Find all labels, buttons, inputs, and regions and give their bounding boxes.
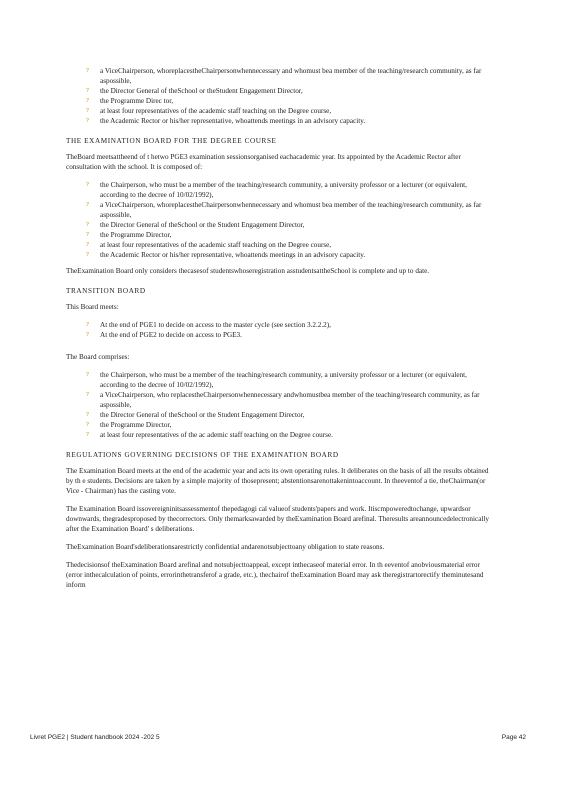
paragraph: TheBoard meetsattheend of t hetwo PGE3 examination sessionsorganised eachacademic year. Its appointed by the Academic Rector after consultation with the school. It is composed of: bbox=[66, 153, 461, 171]
list-item: ? the Academic Rector or his/her representative, whoattends meetings in an advisory capacity. bbox=[86, 117, 366, 125]
page-number: Page 42 bbox=[501, 734, 526, 741]
list-item: ? the Chairperson, who must be a member of the teaching/research community, a university professor or a lecturer (or equivalent, according to the decree of 10/02/1992), bbox=[86, 371, 467, 389]
bullet-icon: ? bbox=[86, 321, 89, 328]
bullet-icon: ? bbox=[86, 431, 89, 438]
list-item: ? At the end of PGE2 to decide on access to PGE3. bbox=[86, 331, 242, 339]
bullet-list bbox=[66, 66, 496, 126]
paragraph: TheExamination Board only considers thecasesof studentswhoseregistration asstudentsattheSchool is complete and up to date. bbox=[66, 267, 430, 275]
bullet-icon: ? bbox=[86, 201, 89, 208]
section-heading: TRANSITION BOARD bbox=[66, 287, 146, 295]
bullet-icon: ? bbox=[86, 371, 89, 378]
page-footer bbox=[30, 734, 526, 741]
bullet-list bbox=[66, 320, 496, 340]
list-item: ? At the end of PGE1 to decide on access to the master cycle (see section 3.2.2.2), bbox=[86, 321, 331, 329]
bullet-icon: ? bbox=[86, 391, 89, 398]
bullet-icon: ? bbox=[86, 107, 89, 114]
bullet-list bbox=[66, 180, 496, 260]
bullet-icon: ? bbox=[86, 241, 89, 248]
paragraph: TheExamination Board'sdeliberationsarestrictly confidential andarenotsubjecttoany obligation to state reasons. bbox=[66, 543, 385, 551]
paragraph: The Board comprises: bbox=[66, 353, 130, 361]
list-item: ? a ViceChairperson, whoreplacestheChairpersonwhennecessary and whomust bea member of the teaching/research community, as far aspossible, bbox=[86, 201, 482, 219]
section-heading: THE EXAMINATION BOARD FOR THE DEGREE COURSE bbox=[66, 137, 277, 145]
list-item: ? the Programme Direc tor, bbox=[86, 97, 174, 105]
bullet-icon: ? bbox=[86, 331, 89, 338]
bullet-icon: ? bbox=[86, 421, 89, 428]
list-item: ? the Academic Rector or his/her representative, whoattends meetings in an advisory capacity. bbox=[86, 251, 366, 259]
list-item: ? the Chairperson, who must be a member of the teaching/research community, a university professor or a lecturer (or equivalent, according to the decree of 10/02/1992), bbox=[86, 181, 467, 199]
bullet-icon: ? bbox=[86, 117, 89, 124]
list-item: ? the Director General of theSchool or theStudent Engagement Director, bbox=[86, 87, 303, 95]
section-heading: REGULATIONS GOVERNING DECISIONS OF THE EXAMINATION BOARD bbox=[66, 451, 339, 459]
list-item: ? at least four representatives of the ac ademic staff teaching on the Degree course. bbox=[86, 431, 333, 439]
list-item: ? the Director General of theSchool or the Student Engagement Director, bbox=[86, 411, 305, 419]
bullet-icon: ? bbox=[86, 181, 89, 188]
bullet-icon: ? bbox=[86, 231, 89, 238]
bullet-icon: ? bbox=[86, 411, 89, 418]
paragraph: The Examination Board issovereigninitsassessmentof thepedagogi cal valueof students'papers and work. Itiscmpoweredtochange, upwardsor downwards, thegradesproposed by thecorrectors. Only themarksawarded by theExamination Board arefinal. Theresults areannouncedelectronically after the Examination Board' s deliberations. bbox=[66, 505, 489, 533]
list-item: ? the Programme Director, bbox=[86, 421, 172, 429]
list-item: ? the Programme Director, bbox=[86, 231, 172, 239]
list-item: ? the Director General of theSchool or the Student Engagement Director, bbox=[86, 221, 305, 229]
footer-title: Livret PGE2 | Student handbook 2024 -202 5 bbox=[30, 734, 160, 741]
bullet-icon: ? bbox=[86, 87, 89, 94]
bullet-list bbox=[66, 370, 496, 440]
paragraph: This Board meets: bbox=[66, 303, 119, 311]
bullet-icon: ? bbox=[86, 67, 89, 74]
list-item: ? at least four representatives of the academic staff teaching on the Degree course, bbox=[86, 107, 332, 115]
list-item: ? a ViceChairperson, who replacestheChairpersonwhennecessary andwhomustbea member of the teaching/research community, as far aspossible, bbox=[86, 391, 480, 409]
paragraph: The Examination Board meets at the end of the academic year and acts its own operating rules. It deliberates on the basis of all the results obtained by th e students. Decisions are taken by a simple majority of thosepresent; abstentionsarenottakenintoaccount. In theeventof a tie, theChairman(or Vice - Chairman) has the casting vote. bbox=[66, 467, 489, 495]
paragraph: Thedecisionsof theExamination Board arefinal and notsubjecttoappeal, except inthecaseof material error. In th eeventof anobviousmaterial error (error inthecalculation of points, errorinthetransferof a grade, etc.), thechairof theExamination Board may ask theregistrartorectify theminutesand inform bbox=[66, 561, 484, 589]
bullet-icon: ? bbox=[86, 97, 89, 104]
bullet-icon: ? bbox=[86, 221, 89, 228]
list-item: ? at least four representatives of the academic staff teaching on the Degree course, bbox=[86, 241, 332, 249]
bullet-icon: ? bbox=[86, 251, 89, 258]
list-item: ? a ViceChairperson, whoreplacestheChairpersonwhennecessary and whomust bea member of the teaching/research community, as far aspossible, bbox=[86, 67, 482, 85]
page-content bbox=[66, 66, 496, 598]
